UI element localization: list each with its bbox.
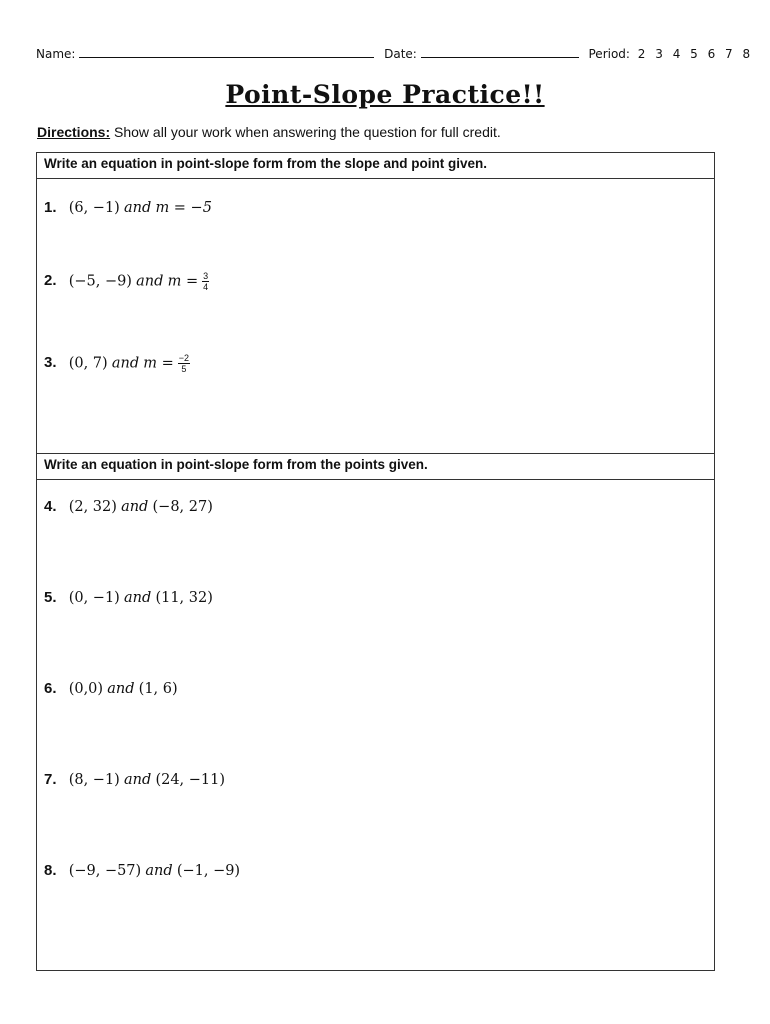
problem-and: and [145, 863, 173, 879]
directions [37, 124, 501, 140]
problem-number: 5. [44, 589, 57, 606]
fraction-denominator: 4 [203, 282, 209, 292]
problem-number: 2. [44, 272, 57, 290]
problem-1 [44, 199, 212, 216]
fraction-numerator: 3 [203, 271, 209, 281]
problem-7 [44, 771, 225, 788]
problem-slope: m = [143, 355, 174, 372]
problem-number: 7. [44, 771, 57, 788]
fraction-numerator: −2 [178, 353, 190, 363]
problem-point: (−5, −9) [68, 273, 132, 290]
period-numbers: 2 3 4 5 6 7 8 [637, 47, 754, 61]
problem-slope: m = [167, 273, 199, 290]
problem-number: 8. [44, 862, 57, 879]
problem-point-2: (1, 6) [138, 681, 178, 697]
problem-point: (0, 7) [68, 355, 108, 372]
section-heading: Write an equation in point-slope form from the points given. [37, 454, 714, 480]
name-blank [79, 46, 374, 58]
period-label: Period: [588, 47, 630, 61]
problem-and: and [136, 273, 164, 290]
problem-point-2: (24, −11) [155, 772, 226, 788]
section-two-points [36, 453, 715, 971]
slope-fraction [202, 271, 209, 292]
problem-number: 3. [44, 354, 57, 372]
problem-and: and [111, 355, 140, 372]
problem-and: and [124, 772, 152, 788]
problem-8 [44, 862, 240, 879]
name-label: Name: [36, 47, 76, 61]
directions-label: Directions: [37, 124, 111, 140]
slope-fraction [178, 353, 190, 374]
problem-number: 6. [44, 680, 57, 697]
directions-text: Show all your work when answering the question for full credit. [110, 124, 501, 140]
problem-point-1: (8, −1) [68, 772, 120, 788]
fraction-denominator: 5 [181, 364, 187, 374]
problem-5 [44, 589, 213, 606]
problem-number: 1. [44, 199, 57, 216]
problem-number: 4. [44, 498, 57, 515]
page-title: Point-Slope Practice!! [225, 80, 545, 109]
problem-2 [44, 271, 209, 292]
problem-point: (6, −1) [68, 200, 120, 216]
problem-3 [44, 353, 190, 374]
problem-point-1: (0,0) [68, 681, 104, 697]
problem-point-1: (2, 32) [68, 499, 117, 515]
problem-and: and [124, 200, 152, 216]
problem-and: and [121, 499, 149, 515]
problem-4 [44, 498, 213, 515]
problem-point-2: (−1, −9) [176, 863, 241, 879]
problem-slope: m = −5 [155, 200, 212, 216]
problem-point-2: (−8, 27) [152, 499, 213, 515]
problem-and: and [107, 681, 135, 697]
problem-point-1: (−9, −57) [68, 863, 142, 879]
problem-6 [44, 680, 178, 697]
section-slope-point [36, 152, 715, 454]
date-label: Date: [384, 47, 417, 61]
section-heading: Write an equation in point-slope form from the slope and point given. [37, 153, 714, 179]
problem-and: and [124, 590, 152, 606]
problem-point-1: (0, −1) [68, 590, 120, 606]
date-blank [421, 46, 579, 58]
problem-point-2: (11, 32) [155, 590, 213, 606]
header-line [36, 46, 754, 61]
